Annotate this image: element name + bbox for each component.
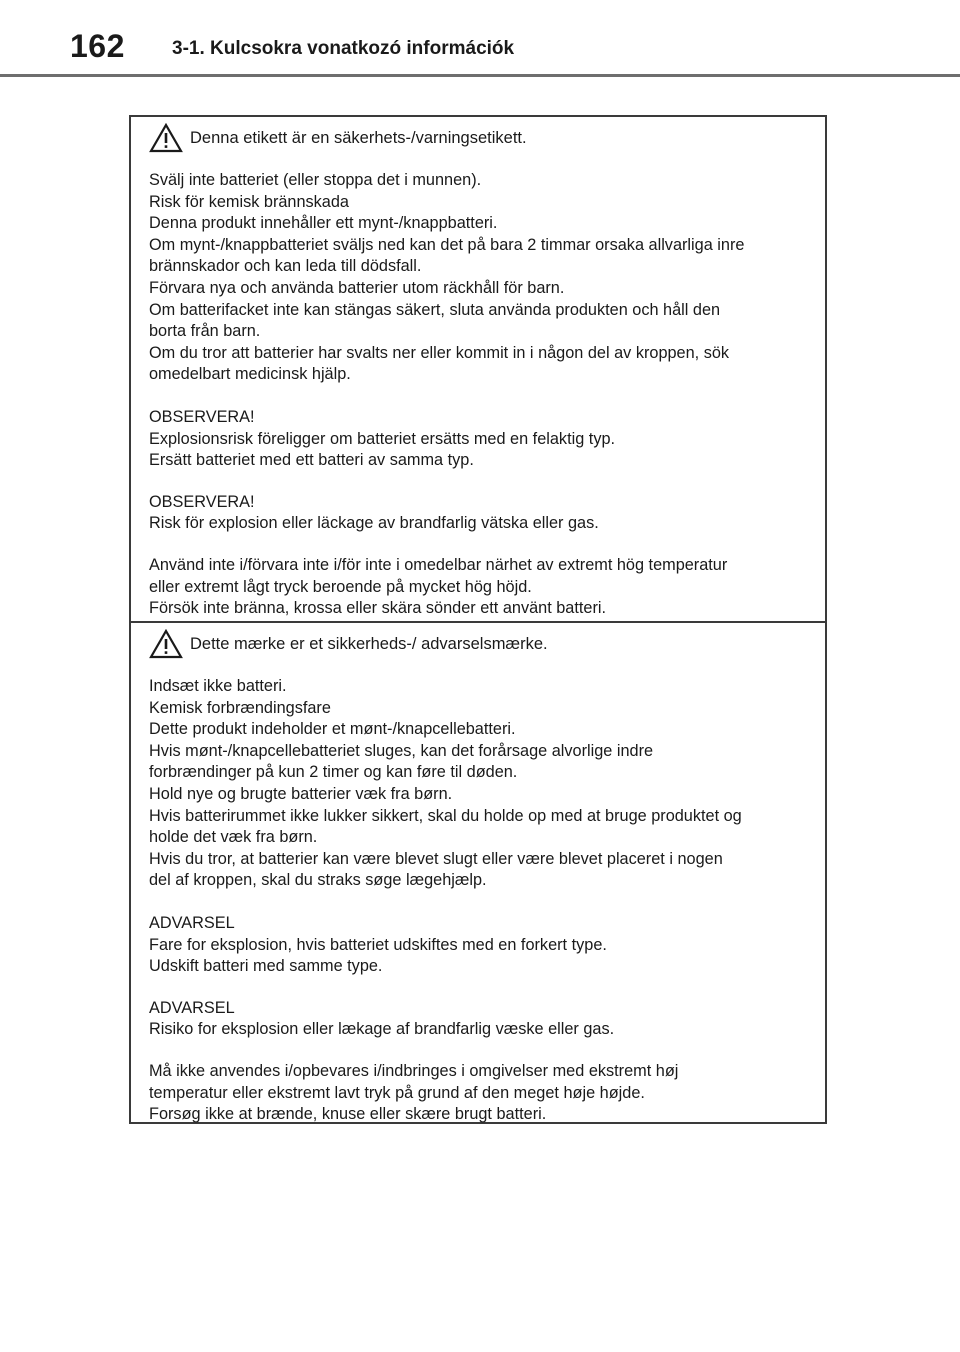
text-line: Ersätt batteriet med ett batteri av samma typ. bbox=[149, 451, 474, 470]
swedish-heading: Denna etikett är en säkerhets-/varningsetikett. bbox=[190, 129, 527, 147]
text-line: Indsæt ikke batteri. bbox=[149, 677, 287, 695]
danish-block-ingestion bbox=[149, 676, 809, 892]
swedish-block-leakage bbox=[149, 492, 809, 535]
text-line: Hold nye og brugte batterier væk fra børn. bbox=[149, 784, 453, 803]
warning-label-box bbox=[129, 115, 827, 1124]
text-line: Udskift batteri med samme type. bbox=[149, 957, 383, 976]
danish-warning-panel bbox=[131, 621, 825, 1122]
text-line: Om du tror att batterier har svalts ner eller kommit in i någon del av kroppen, sök bbox=[149, 343, 730, 362]
header-divider bbox=[0, 74, 960, 77]
text-line: Risk för kemisk brännskada bbox=[149, 192, 349, 211]
text-line: brännskador och kan leda till dödsfall. bbox=[149, 257, 422, 276]
danish-block-explosion-type bbox=[149, 913, 809, 978]
text-line: Risk för explosion eller läckage av brandfarlig vätska eller gas. bbox=[149, 514, 599, 533]
swedish-heading-row bbox=[149, 121, 809, 155]
text-line: Denna produkt innehåller ett mynt-/knappbatteri. bbox=[149, 214, 498, 233]
text-line: Fare for eksplosion, hvis batteriet udskiftes med en forkert type. bbox=[149, 935, 607, 954]
text-line: temperatur eller ekstremt lavt tryk på grund af den meget høje højde. bbox=[149, 1083, 645, 1102]
text-line: Svälj inte batteriet (eller stoppa det i munnen). bbox=[149, 171, 482, 189]
text-line: Forsøg ikke at brænde, knuse eller skære brugt batteri. bbox=[149, 1105, 547, 1124]
text-line: Kemisk forbrændingsfare bbox=[149, 698, 331, 717]
text-line: ADVARSEL bbox=[149, 998, 235, 1017]
swedish-block-explosion-type bbox=[149, 407, 809, 472]
warning-triangle-icon bbox=[149, 629, 183, 659]
text-line: Försök inte bränna, krossa eller skära sönder ett använt batteri. bbox=[149, 599, 607, 618]
swedish-warning-panel bbox=[131, 117, 825, 621]
page-number: 162 bbox=[70, 28, 125, 64]
text-line: holde det væk fra børn. bbox=[149, 828, 318, 847]
text-line: Risiko for eksplosion eller lækage af brandfarlig væske eller gas. bbox=[149, 1020, 615, 1039]
text-line: eller extremt lågt tryck beroende på mycket hög höjd. bbox=[149, 577, 532, 596]
danish-block-leakage bbox=[149, 998, 809, 1041]
danish-heading: Dette mærke er et sikkerheds-/ advarselsmærke. bbox=[190, 635, 548, 653]
danish-heading-row bbox=[149, 627, 809, 661]
text-line: Använd inte i/förvara inte i/för inte i omedelbar närhet av extremt hög temperatur bbox=[149, 555, 728, 574]
text-line: Må ikke anvendes i/opbevares i/indbringes i omgivelser med ekstremt høj bbox=[149, 1061, 679, 1080]
text-line: Dette produkt indeholder et mønt-/knapcellebatteri. bbox=[149, 720, 516, 739]
text-line: Hvis du tror, at batterier kan være blevet slugt eller være blevet placeret i nogen bbox=[149, 849, 723, 868]
text-line: omedelbart medicinsk hjälp. bbox=[149, 365, 351, 384]
warning-triangle-icon bbox=[149, 123, 183, 153]
danish-block-temperature bbox=[149, 1061, 809, 1126]
swedish-block-ingestion bbox=[149, 170, 809, 386]
text-line: Om batterifacket inte kan stängas säkert, sluta använda produkten och håll den bbox=[149, 300, 721, 319]
text-line: OBSERVERA! bbox=[149, 492, 255, 511]
text-line: OBSERVERA! bbox=[149, 407, 255, 426]
page-header bbox=[0, 0, 960, 78]
text-line: Explosionsrisk föreligger om batteriet ersätts med en felaktig typ. bbox=[149, 429, 616, 448]
text-line: ADVARSEL bbox=[149, 913, 235, 932]
text-line: Hvis batterirummet ikke lukker sikkert, skal du holde op med at bruge produktet og bbox=[149, 806, 742, 825]
text-line: borta från barn. bbox=[149, 322, 261, 341]
text-line: Förvara nya och använda batterier utom räckhåll för barn. bbox=[149, 278, 565, 297]
text-line: forbrændinger på kun 2 timer og kan føre til døden. bbox=[149, 763, 518, 782]
text-line: Om mynt-/knappbatteriet sväljs ned kan det på bara 2 timmar orsaka allvarliga inre bbox=[149, 235, 745, 254]
swedish-block-temperature bbox=[149, 555, 809, 620]
text-line: del af kroppen, skal du straks søge lægehjælp. bbox=[149, 871, 487, 890]
section-title: 3-1. Kulcsokra vonatkozó információk bbox=[172, 38, 515, 59]
text-line: Hvis mønt-/knapcellebatteriet sluges, kan det forårsage alvorlige indre bbox=[149, 741, 654, 760]
